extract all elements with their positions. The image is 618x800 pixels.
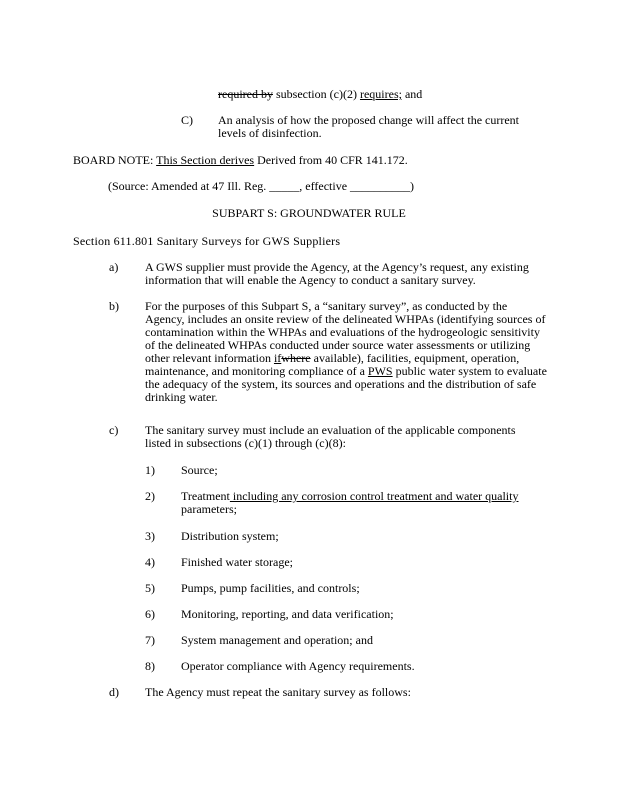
para-c-text: The sanitary survey must include an evaluation of the applicable components listed in subsections (c)(1) through (c)(8): — [145, 423, 516, 450]
para-b-part: available), facilities, equipment, operation, maintenance, and monitoring compliance of a — [145, 351, 520, 378]
component-text-part: Treatment — [181, 489, 230, 503]
component-number: 1) — [145, 463, 155, 477]
component-text: System management and operation; and — [181, 633, 373, 647]
component-text: Pumps, pump facilities, and controls; — [181, 581, 360, 595]
component-number: 2) — [145, 489, 155, 503]
item-c-number: C) — [181, 113, 193, 127]
top-continuation-line — [218, 88, 422, 101]
component-text — [181, 490, 531, 516]
para-d-number: d) — [109, 685, 119, 699]
para-a-text: A GWS supplier must provide the Agency, at the Agency’s request, any existing information that will enable the Agency to conduct a sanitary survey. — [145, 260, 529, 287]
section-title: Section 611.801 Sanitary Surveys for GWS Suppliers — [73, 234, 341, 248]
para-c-number: c) — [109, 423, 119, 437]
item-c-text: An analysis of how the proposed change will affect the current levels of disinfection. — [218, 113, 520, 140]
component-text: Monitoring, reporting, and data verification; — [181, 607, 394, 621]
inserted-text: PWS — [367, 364, 393, 378]
board-note — [73, 154, 408, 167]
inserted-text: if — [273, 351, 282, 365]
component-number: 7) — [145, 633, 155, 647]
plain-text: and — [401, 87, 423, 101]
component-number: 5) — [145, 581, 155, 595]
para-b-part: For the purposes of this Subpart S, a “sanitary survey”, as conducted by the Agency, includes an onsite review of the delineated WHPAs (identifying sources of contamination within the WHPAs and evaluations of the hydrogeologic sensitivity of the delineated WHPAs conducted under source water assessments or utilizing other relevant information — [145, 299, 546, 365]
subpart-title: SUBPART S: GROUNDWATER RULE — [212, 206, 406, 220]
para-b-part: public water system to evaluate the adequacy of the system, its sources and operations and the distribution of safe drinking water. — [145, 364, 547, 404]
para-d-text: The Agency must repeat the sanitary survey as follows: — [145, 685, 411, 699]
component-text: Operator compliance with Agency requirements. — [181, 659, 415, 673]
component-number: 8) — [145, 659, 155, 673]
struck-text: where — [281, 351, 311, 365]
plain-text: subsection (c)(2) — [272, 87, 360, 101]
inserted-text: requires; — [359, 87, 402, 101]
component-number: 6) — [145, 607, 155, 621]
component-text: Finished water storage; — [181, 555, 293, 569]
component-number: 3) — [145, 529, 155, 543]
para-b-text — [145, 300, 547, 404]
inserted-text: including any corrosion control treatment and water quality — [229, 489, 519, 503]
para-a-number: a) — [109, 260, 119, 274]
component-number: 4) — [145, 555, 155, 569]
para-b-number: b) — [109, 299, 119, 313]
struck-text: required by — [218, 87, 273, 101]
board-note-label: BOARD NOTE: — [73, 153, 157, 167]
component-text-part: parameters; — [181, 502, 237, 516]
component-text: Source; — [181, 463, 218, 477]
component-text: Distribution system; — [181, 529, 279, 543]
board-note-text: Derived from 40 CFR 141.172. — [254, 153, 408, 167]
inserted-text: This Section derives — [156, 153, 255, 167]
source-note: (Source: Amended at 47 Ill. Reg. _____, effective __________) — [108, 179, 415, 193]
